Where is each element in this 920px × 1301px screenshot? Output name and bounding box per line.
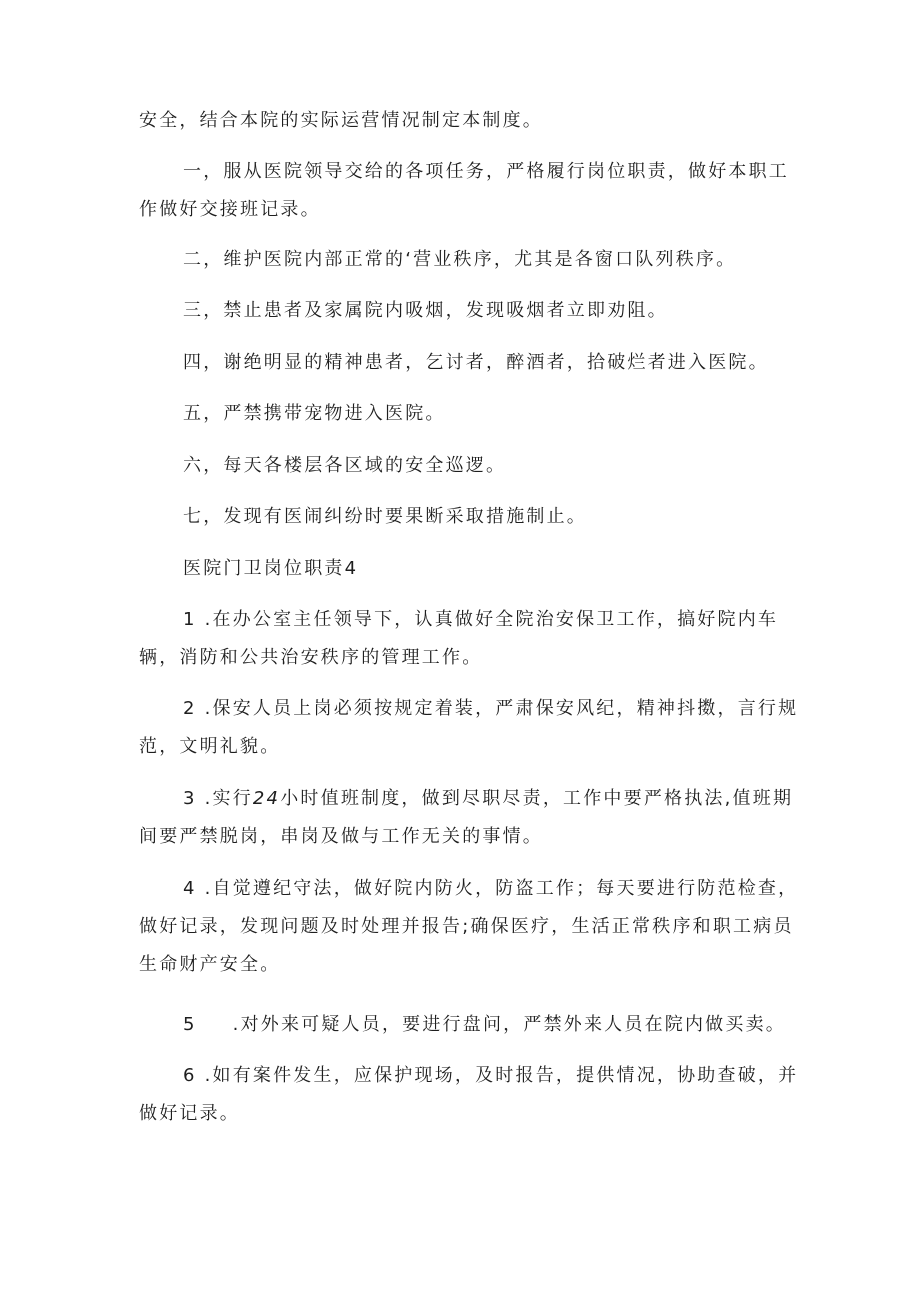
paragraph-rule-1: 一，服从医院领导交给的各项任务，严格履行岗位职责，做好本职工作做好交接班记录。 [139, 161, 789, 220]
list-item-5 [139, 1006, 805, 1044]
list-item-text: .自觉遵纪守法，做好院内防火，防盗工作；每天要进行防范检查，做好记录，发现问题及时处理并报告;确保医疗，生活正常秩序和职工病员生命财产安全。 [139, 878, 799, 975]
paragraph-rule-2: 二，维护医院内部正常的‘营业秩序，尤其是各窗口队列秩序。 [183, 249, 737, 270]
list-item-3 [139, 780, 805, 856]
list-item-6 [139, 1057, 805, 1133]
list-item-number: 6 [183, 1065, 197, 1086]
list-item-number: 5 [183, 1014, 197, 1035]
paragraph-rule-3: 三，禁止患者及家属院内吸烟，发现吸烟者立即劝阻。 [183, 300, 668, 321]
paragraph-intro-end: 安全，结合本院的实际运营情况制定本制度。 [139, 110, 543, 131]
paragraph-rule-7: 七，发现有医闹纠纷时要果断采取措施制止。 [183, 506, 587, 527]
list-item-2 [139, 690, 805, 766]
paragraph-rule-6: 六，每天各楼层各区域的安全巡逻。 [183, 455, 507, 476]
list-item-text: .保安人员上岗必须按规定着装，严肃保安风纪，精神抖擞，言行规范，文明礼貌。 [139, 698, 799, 757]
list-item-text: .在办公室主任领导下，认真做好全院治安保卫工作，搞好院内车辆，消防和公共治安秩序的管理工作。 [139, 609, 779, 668]
paragraph-rule-5: 五，严禁携带宠物进入医院。 [183, 403, 446, 424]
list-item-1 [139, 601, 805, 677]
list-item-text-pre: .实行 [204, 788, 253, 809]
list-item-text-post: 小时值班制度，做到尽职尽责，工作中要严格执法,值班期间要严禁脱岗，串岗及做与工作无关的事情。 [139, 788, 794, 847]
section-heading: 医院门卫岗位职责4 [183, 558, 359, 579]
list-item-number: 2 [183, 698, 197, 719]
paragraph-rule-4: 四，谢绝明显的精神患者，乞讨者，醉酒者，拾破烂者进入医院。 [183, 352, 769, 373]
list-item-hours: 24 [252, 788, 281, 809]
list-item-text: .对外来可疑人员，要进行盘问，严禁外来人员在院内做买卖。 [232, 1014, 786, 1035]
list-item-number: 3 [183, 788, 197, 809]
list-item-4 [139, 870, 805, 984]
list-item-number: 4 [183, 878, 197, 899]
list-item-number: 1 [183, 609, 197, 630]
list-item-text: .如有案件发生，应保护现场，及时报告，提供情况，协助查破，并做好记录。 [139, 1065, 799, 1124]
